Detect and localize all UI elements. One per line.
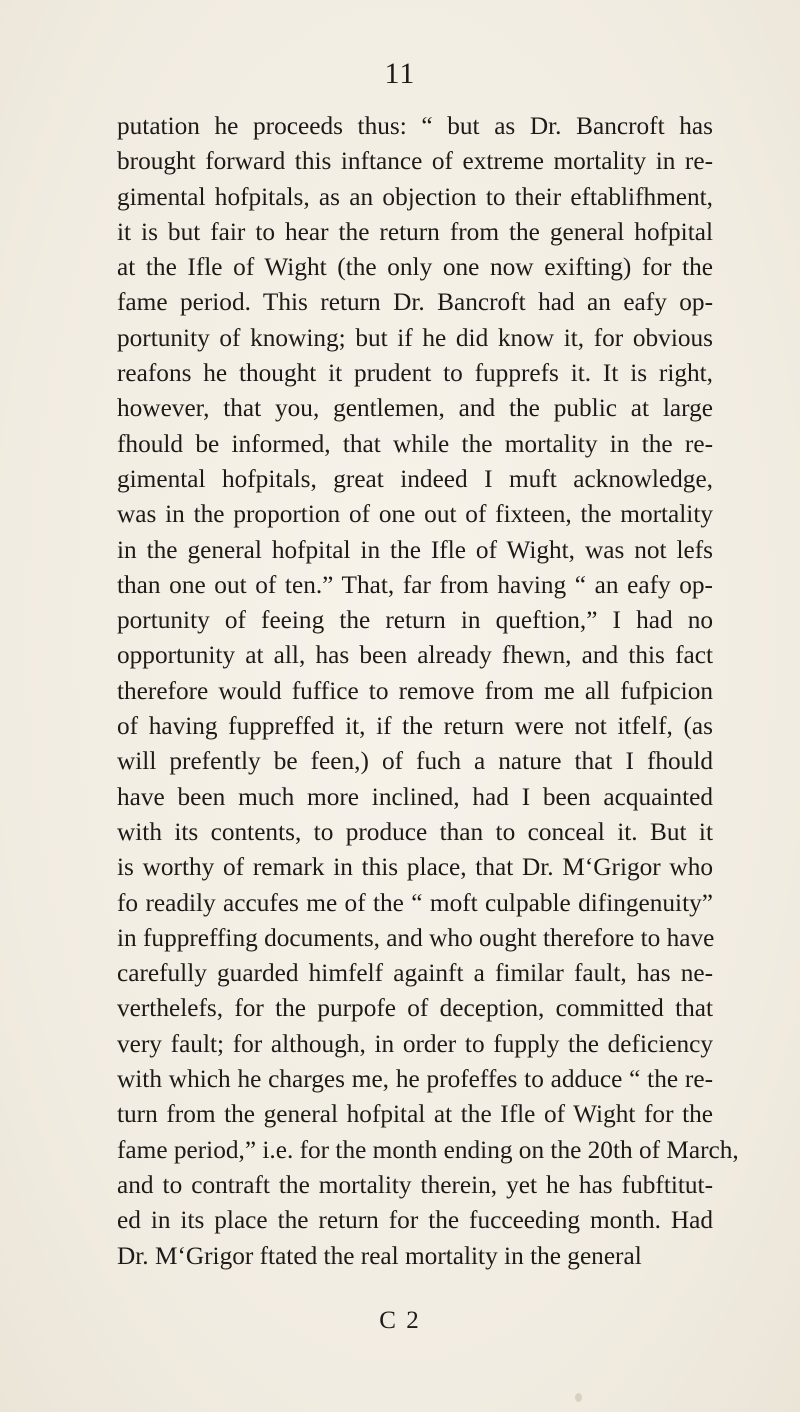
text-line: verthelefs, for the purpofe of deception, committed that [117, 994, 713, 1023]
text-line: is worthy of remark in this place, that Dr. M‘Grigor who [117, 853, 713, 882]
signature-mark: C 2 [379, 1307, 421, 1334]
paper-blemish [575, 1393, 582, 1402]
text-line: very fault; for although, in order to fupply the deficiency [117, 1029, 713, 1058]
text-line: gimental hofpitals, as an objection to their eftablifhment, [117, 182, 713, 211]
text-line: in fuppreffing documents, and who ought therefore to have [117, 923, 715, 952]
text-line: with its contents, to produce than to conceal it. But it [117, 817, 713, 846]
text-line: turn from the general hofpital at the Ifle of Wight for the [117, 1100, 713, 1129]
text-line: therefore would fuffice to remove from me all fufpicion [117, 676, 713, 705]
text-line: portunity of feeing the return in queftion,” I had no [117, 606, 713, 635]
text-line: opportunity at all, has been already fhewn, and this fact [117, 641, 713, 670]
text-line: fo readily accufes me of the “ moft culpable difingenuity” [117, 888, 713, 917]
text-line: fhould be informed, that while the mortality in the re- [117, 429, 713, 458]
text-line: portunity of knowing; but if he did know it, for obvious [117, 323, 713, 352]
text-line: have been much more inclined, had I been acquainted [117, 782, 713, 811]
text-line: fame period. This return Dr. Bancroft had an eafy op- [117, 288, 713, 317]
text-line: with which he charges me, he profeffes to adduce “ the re- [117, 1065, 713, 1094]
body-text [117, 109, 739, 1274]
text-line: Dr. M‘Grigor ftated the real mortality in the general [117, 1241, 642, 1270]
text-line: fame period,” i.e. for the month ending on the 20th of March, [117, 1135, 739, 1164]
text-line: in the general hofpital in the Ifle of Wight, was not lefs [117, 535, 713, 564]
text-line: reafons he thought it prudent to fupprefs it. It is right, [117, 359, 713, 388]
text-line: than one out of ten.” That, far from having “ an eafy op- [117, 570, 713, 599]
text-line: it is but fair to hear the return from the general hofpital [117, 217, 713, 246]
text-line: of having fuppreffed it, if the return were not itfelf, (as [117, 712, 713, 741]
text-line: brought forward this inftance of extreme mortality in re- [117, 147, 713, 176]
text-line: at the Ifle of Wight (the only one now exifting) for the [117, 253, 713, 282]
text-line: will prefently be feen,) of fuch a nature that I fhould [117, 747, 713, 776]
text-line: and to contraft the mortality therein, yet he has fubftitut- [117, 1170, 713, 1199]
page-number: 11 [384, 57, 416, 90]
text-line: however, that you, gentlemen, and the public at large [117, 394, 713, 423]
text-line: putation he proceeds thus: “ but as Dr. Bancroft has [117, 112, 713, 140]
text-line: ed in its place the return for the fucceeding month. Had [117, 1206, 713, 1235]
text-line: was in the proportion of one out of fixteen, the mortality [117, 500, 713, 529]
text-line: carefully guarded himfelf againft a fimilar fault, has ne- [117, 959, 713, 988]
text-line: gimental hofpitals, great indeed I muft acknowledge, [117, 464, 713, 493]
